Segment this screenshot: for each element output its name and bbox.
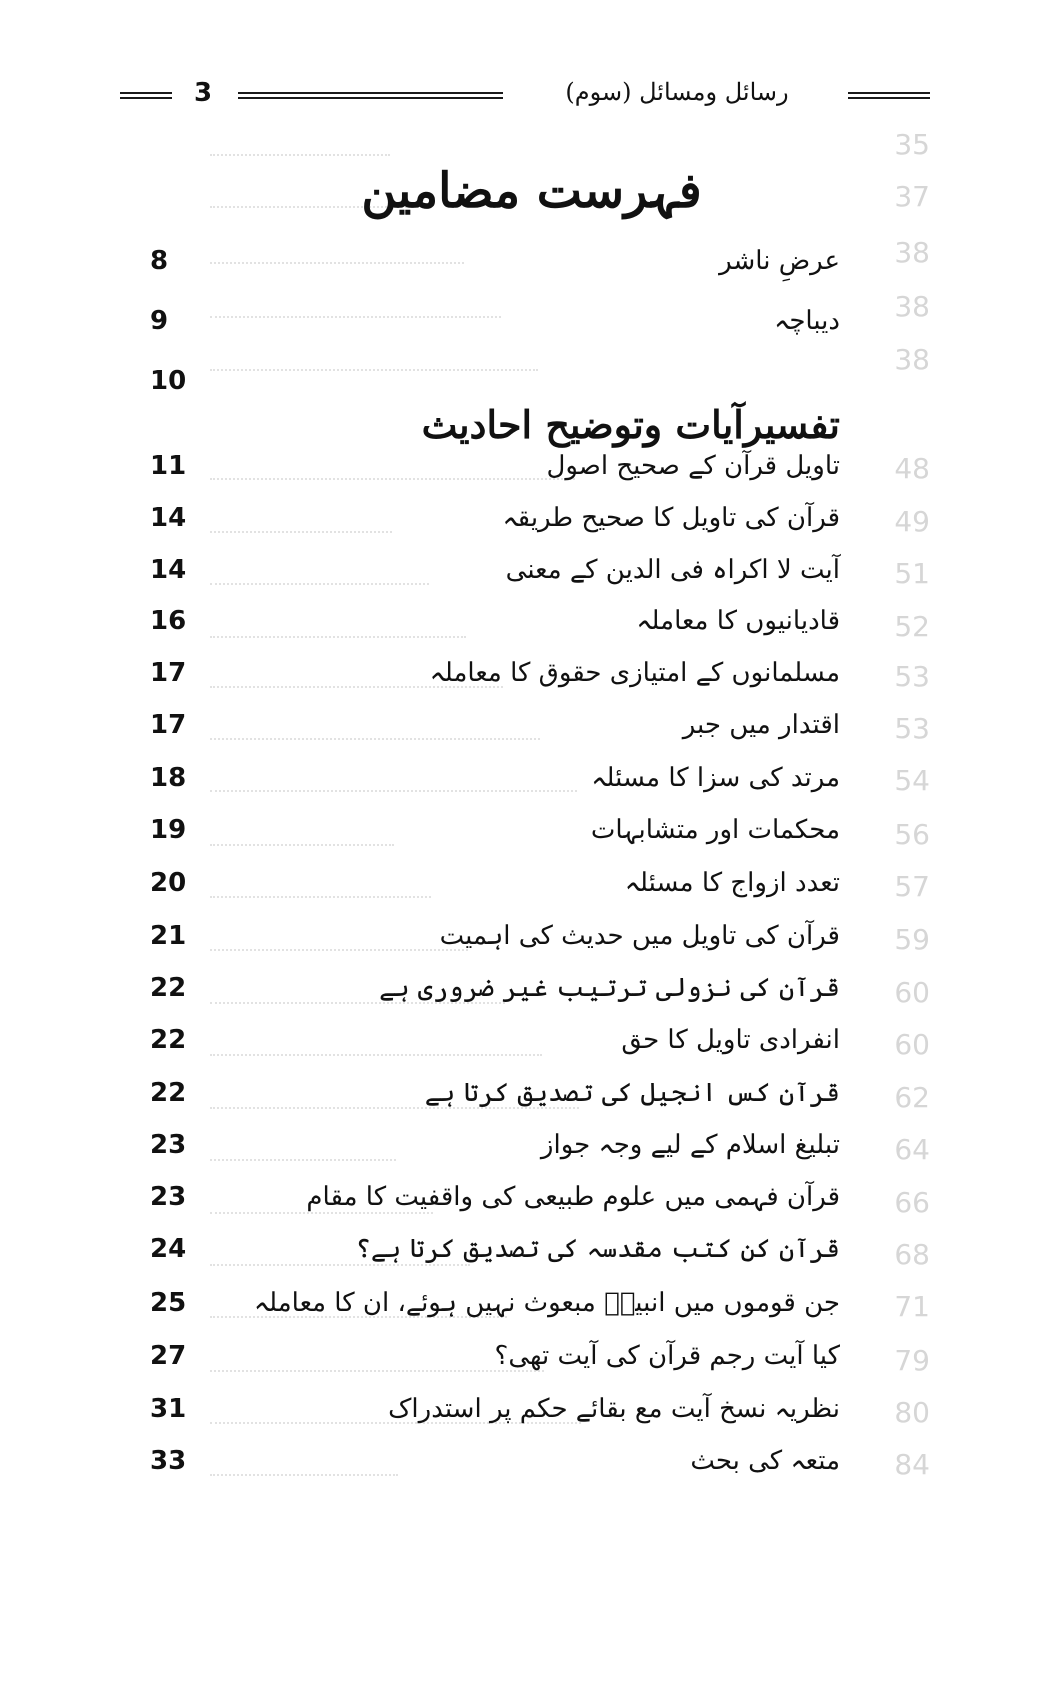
- toc-entry-title: اقتدار میں جبر: [682, 710, 840, 740]
- toc-entry-title: جن قوموں میں انبیاؑ مبعوث نہیں ہوئے، ان کا معاملہ: [253, 1288, 840, 1318]
- toc-entry-title: نظریہ نسخ آیت مع بقائے حکم پر استدراک: [388, 1394, 840, 1424]
- toc-entry-title: دیباچہ: [774, 306, 840, 336]
- toc-page-number: 24: [150, 1234, 187, 1264]
- toc-entry-title: مسلمانوں کے امتیازی حقوق کا معاملہ: [429, 658, 840, 688]
- show-through-number: 54: [894, 764, 930, 797]
- toc-row: [150, 606, 840, 654]
- toc-entry-title: محکمات اور متشابہات: [590, 815, 840, 845]
- page-number: 3: [194, 78, 213, 108]
- toc-row: [150, 555, 840, 603]
- toc-row: [150, 1446, 840, 1494]
- toc-entry-title: مرتد کی سزا کا مسئلہ: [591, 763, 840, 793]
- show-through-number: 56: [894, 818, 930, 851]
- show-through-number: 84: [894, 1448, 930, 1481]
- toc-entry-title: تاویل قرآن کے صحیح اصول: [546, 451, 840, 481]
- show-through-number: 60: [894, 976, 930, 1009]
- toc-entry-title: قرآن کی نزولی ترتیب غیر ضروری ہے: [379, 973, 840, 1003]
- toc-entry-title: قرآن کی تاویل میں حدیث کی اہمیت: [439, 921, 840, 951]
- toc-page-number: 22: [150, 1078, 187, 1108]
- header-rule-right: [848, 92, 930, 99]
- toc-entry-title: قرآن کی تاویل کا صحیح طریقہ: [502, 503, 840, 533]
- toc-page-number: 20: [150, 868, 187, 898]
- toc-row: [150, 868, 840, 916]
- running-title: رسائل ومسائل (سوم): [565, 78, 789, 106]
- toc-page-number: 25: [150, 1288, 187, 1318]
- show-through-number: 38: [894, 236, 930, 269]
- toc-page-number: 16: [150, 606, 187, 636]
- toc-page-number: 18: [150, 763, 187, 793]
- show-through-number: 38: [894, 290, 930, 323]
- toc-row: [150, 451, 840, 499]
- toc-row: [150, 1288, 840, 1336]
- show-through-row: [210, 128, 930, 161]
- toc-page-number: 10: [150, 366, 187, 396]
- toc-page-number: 17: [150, 658, 187, 688]
- show-through-number: 38: [894, 343, 930, 376]
- toc-entry-title: قرآن فہمی میں علوم طبیعی کی واقفیت کا مقام: [306, 1182, 840, 1212]
- toc-page-number: 22: [150, 973, 187, 1003]
- page-header: [120, 78, 930, 114]
- show-through-number: 53: [894, 660, 930, 693]
- toc-page-number: 8: [150, 246, 169, 276]
- toc-page-number: 9: [150, 306, 169, 336]
- toc-row: [150, 973, 840, 1021]
- show-through-number: 48: [894, 452, 930, 485]
- page-title: فہرست مضامین: [361, 163, 702, 219]
- toc-row: [150, 658, 840, 706]
- show-through-number: 52: [894, 610, 930, 643]
- toc-entry-title: تبلیغ اسلام کے لیے وجہ جواز: [540, 1130, 840, 1160]
- toc-entry-title: قرآن کن کتب مقدسہ کی تصدیق کرتا ہے؟: [355, 1234, 840, 1264]
- toc-page-number: 23: [150, 1130, 187, 1160]
- toc-page-number: 31: [150, 1394, 187, 1424]
- show-through-number: 64: [894, 1133, 930, 1166]
- toc-page-number: 33: [150, 1446, 187, 1476]
- show-through-number: 35: [894, 128, 930, 161]
- toc-row: [150, 1234, 840, 1282]
- toc-row: [150, 1341, 840, 1389]
- show-through-number: 80: [894, 1396, 930, 1429]
- toc-entry-title: آیت لا اکراہ فی الدین کے معنی: [505, 555, 840, 585]
- show-through-number: 60: [894, 1028, 930, 1061]
- toc-page-number: 14: [150, 503, 187, 533]
- toc-row: [150, 1182, 840, 1230]
- show-through-number: 62: [894, 1081, 930, 1114]
- toc-row: [150, 763, 840, 811]
- header-rule-left: [120, 92, 172, 99]
- show-through-number: 68: [894, 1238, 930, 1271]
- toc-page-number: 23: [150, 1182, 187, 1212]
- toc-page-number: 21: [150, 921, 187, 951]
- toc-entry-title: قادیانیوں کا معاملہ: [636, 606, 840, 636]
- toc-entry-title: متعہ کی بحث: [690, 1446, 840, 1476]
- show-through-number: 49: [894, 505, 930, 538]
- show-through-number: 57: [894, 870, 930, 903]
- show-through-number: 37: [894, 180, 930, 213]
- toc-row: [150, 1394, 840, 1442]
- toc-row: [150, 710, 840, 758]
- toc-page-number: 22: [150, 1025, 187, 1055]
- toc-entry-title: تعدد ازواج کا مسئلہ: [624, 868, 840, 898]
- toc-row: [150, 306, 840, 354]
- toc-page-number: 11: [150, 451, 187, 481]
- toc-page-number: 27: [150, 1341, 187, 1371]
- toc-entry-title: قرآن کس انجیل کی تصدیق کرتا ہے: [424, 1078, 840, 1108]
- toc-row: [150, 921, 840, 969]
- toc-section-row: [150, 366, 840, 447]
- toc-row: [150, 1025, 840, 1073]
- show-through-number: 79: [894, 1344, 930, 1377]
- show-through-number: 53: [894, 712, 930, 745]
- header-rule-middle: [238, 92, 503, 99]
- toc-row: [150, 246, 840, 294]
- show-through-number: 71: [894, 1290, 930, 1323]
- show-through-number: 59: [894, 923, 930, 956]
- show-through-number: 51: [894, 557, 930, 590]
- toc-row: [150, 503, 840, 551]
- toc-row: [150, 1130, 840, 1178]
- toc-page-number: 17: [150, 710, 187, 740]
- show-through-smudge: [210, 140, 390, 156]
- toc-row: [150, 815, 840, 863]
- toc-page-number: 14: [150, 555, 187, 585]
- toc-entry-title: کیا آیت رجم قرآن کی آیت تھی؟: [494, 1341, 840, 1371]
- toc-entry-title: عرضِ ناشر: [719, 246, 840, 276]
- toc-page-number: 19: [150, 815, 187, 845]
- toc-section-title: تفسیرآیات وتوضیح احادیث: [421, 402, 840, 447]
- toc-entry-title: انفرادی تاویل کا حق: [621, 1025, 840, 1055]
- show-through-number: 66: [894, 1186, 930, 1219]
- toc-row: [150, 1078, 840, 1126]
